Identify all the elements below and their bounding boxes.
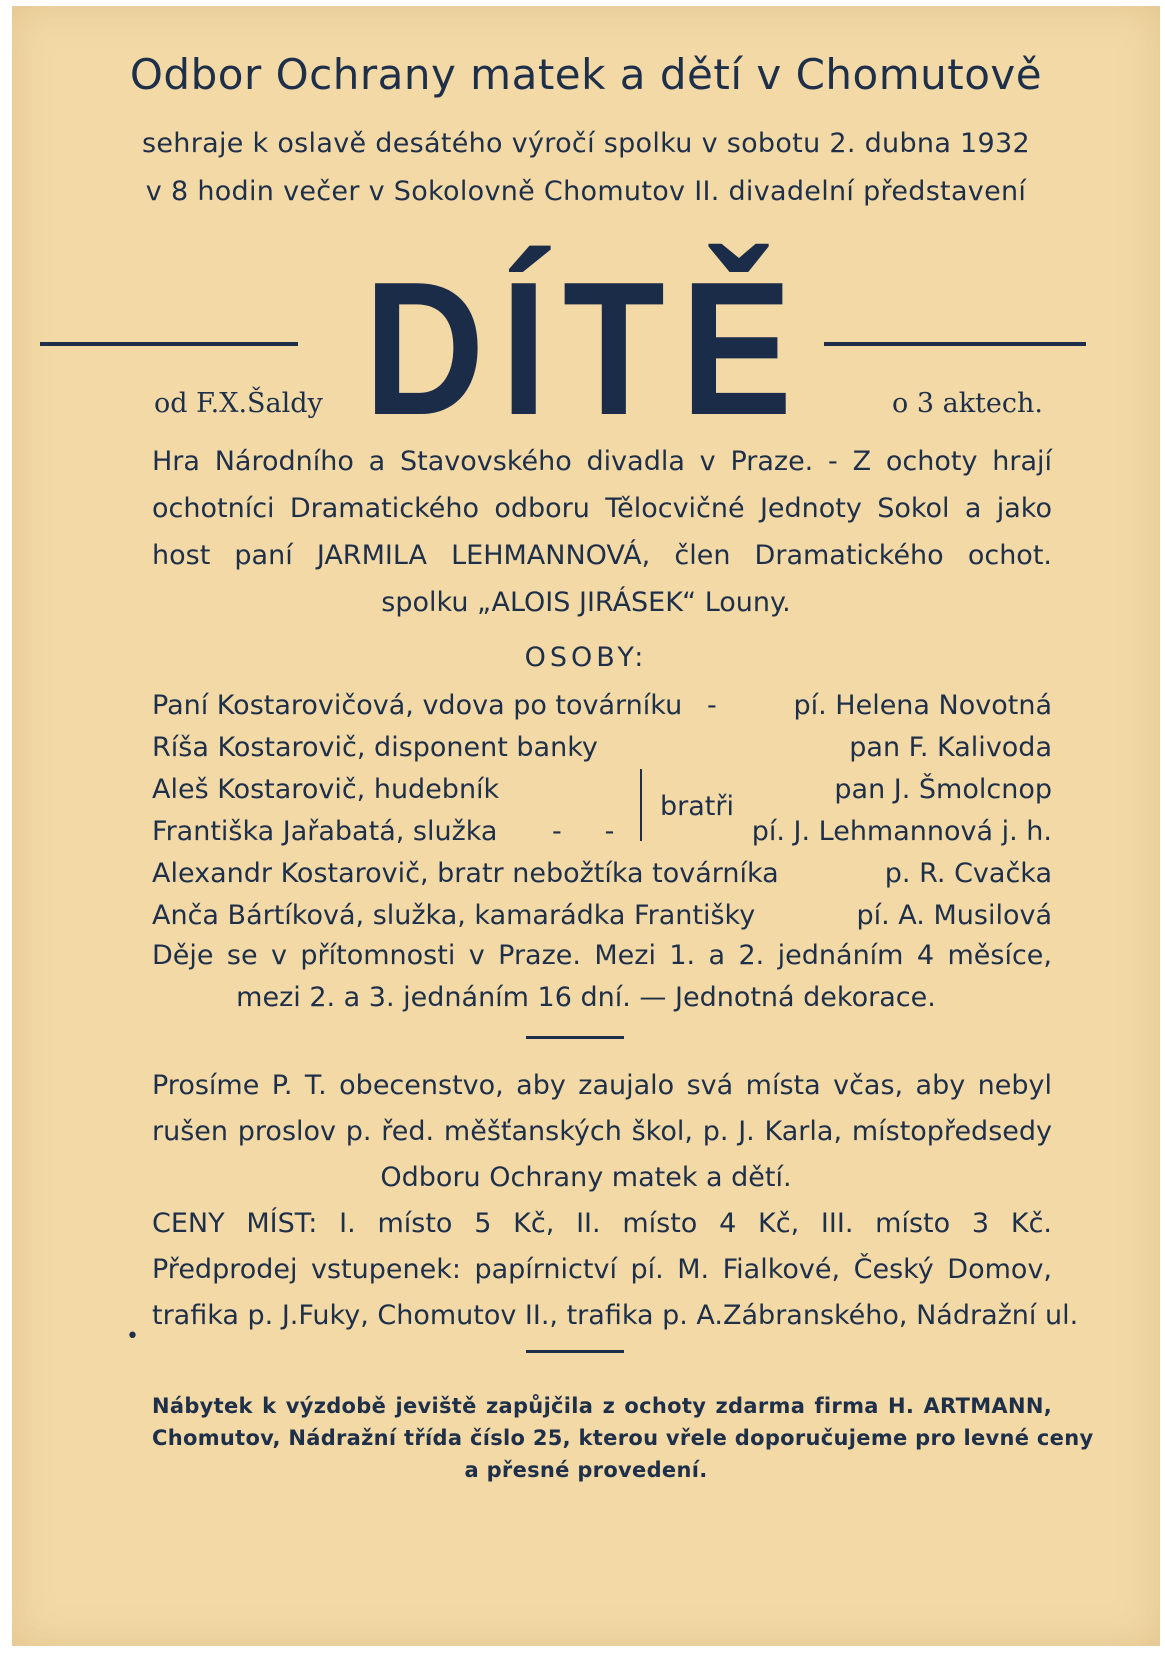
header-line-1: sehraje k oslavě desátého výročí spolku v sobotu 2. dubna 1932 bbox=[142, 128, 1030, 159]
footer-line-1: Nábytek k výzdobě jeviště zapůjčila z ochoty zdarma firma H. ARTMANN, bbox=[152, 1394, 1052, 1418]
intro-line-4: spolku „ALOIS JIRÁSEK“ Louny. bbox=[381, 587, 791, 618]
presale-line-2: trafika p. J.Fuky, Chomutov II., trafika p. A.Zábranského, Nádražní ul. bbox=[152, 1300, 1079, 1331]
bullet-mark: • bbox=[126, 1324, 139, 1349]
poster-title: Odbor Ochrany matek a dětí v Chomutově bbox=[129, 50, 1043, 99]
cast-role: Paní Kostarovičová, vdova po továrníku bbox=[152, 690, 683, 721]
intro-line-1: Hra Národního a Stavovského divadla v Praze. - Z ochoty hrají bbox=[152, 446, 1052, 477]
notice-line-1: Prosíme P. T. obecenstvo, aby zaujalo svá místa včas, aby nebyl bbox=[152, 1070, 1052, 1101]
cast-actor: pan J. Šmolcnop bbox=[834, 774, 1052, 805]
cast-actor: pí. J. Lehmannová j. h. bbox=[751, 816, 1052, 847]
header-line-2: v 8 hodin večer v Sokolovně Chomutov II. divadelní představení bbox=[145, 176, 1027, 207]
cast-actor: pí. A. Musilová bbox=[856, 900, 1052, 931]
notice-line-2: rušen proslov p. řed. měšťanských škol, p. J. Karla, místopředsedy bbox=[152, 1116, 1052, 1147]
cast-dash: - bbox=[707, 690, 717, 721]
cast-note-1: Děje se v přítomnosti v Praze. Mezi 1. a 2. jednáním 4 měsíce, bbox=[152, 940, 1052, 971]
play-author: od F.X.Šaldy bbox=[154, 388, 323, 419]
cast-role: Františka Jařabatá, služka bbox=[152, 816, 498, 847]
cast-actor: p. R. Cvačka bbox=[884, 858, 1052, 889]
cast-heading: OSOBY: bbox=[524, 642, 648, 673]
notice-line-3: Odboru Ochrany matek a dětí. bbox=[380, 1162, 792, 1193]
ticket-prices: CENY MÍST: I. místo 5 Kč, II. místo 4 Kč, III. místo 3 Kč. bbox=[152, 1208, 1052, 1239]
cast-role: Anča Bártíková, služka, kamarádka Františky bbox=[152, 900, 756, 931]
cast-role: Ríša Kostarovič, disponent banky bbox=[152, 732, 598, 763]
section-divider bbox=[526, 1350, 624, 1353]
footer-line-3: a přesné provedení. bbox=[464, 1458, 708, 1482]
play-title: DÍTĚ bbox=[363, 243, 809, 455]
cast-actor: pan F. Kalivoda bbox=[849, 732, 1052, 763]
cast-role: Alexandr Kostarovič, bratr nebožtíka továrníka bbox=[152, 858, 779, 889]
footer-line-2: Chomutov, Nádražní třída číslo 25, kterou vřele doporučujeme pro levné ceny bbox=[152, 1426, 1094, 1450]
cast-dash: - - bbox=[552, 816, 615, 847]
brothers-label: bratři bbox=[660, 791, 734, 822]
presale-line-1: Předprodej vstupenek: papírnictví pí. M. Fialkové, Český Domov, bbox=[152, 1254, 1052, 1285]
intro-line-2: ochotníci Dramatického odboru Tělocvičné Jednoty Sokol a jako bbox=[152, 493, 1052, 524]
cast-actor: pí. Helena Novotná bbox=[793, 690, 1052, 721]
intro-line-3: host paní JARMILA LEHMANNOVÁ, člen Dramatického ochot. bbox=[152, 540, 1052, 571]
poster-sheet bbox=[12, 6, 1160, 1646]
section-divider bbox=[526, 1036, 624, 1039]
cast-role: Aleš Kostarovič, hudebník bbox=[152, 774, 500, 805]
play-acts: o 3 aktech. bbox=[892, 388, 1043, 419]
brothers-bracket bbox=[640, 769, 642, 841]
cast-note-2: mezi 2. a 3. jednáním 16 dní. — Jednotná dekorace. bbox=[236, 982, 936, 1013]
